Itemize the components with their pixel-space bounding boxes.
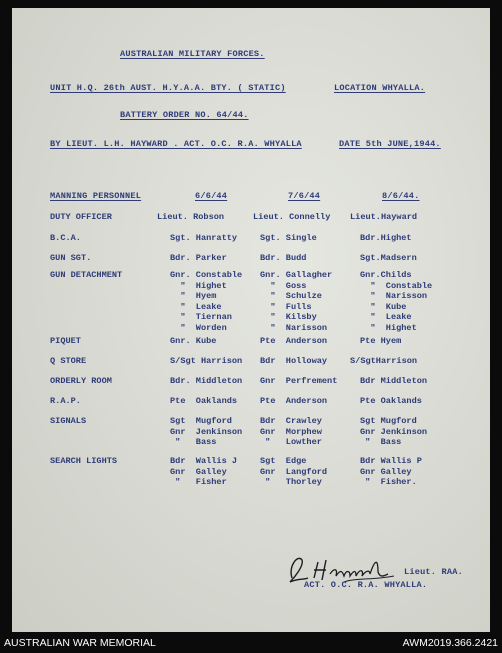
document-page: [12, 8, 490, 632]
duty-cell: Lieut.Hayward: [350, 212, 418, 222]
col-header-personnel: MANNING PERSONNEL: [50, 191, 142, 201]
issued-by-line: BY LIEUT. L.H. HAYWARD . ACT. O.C. R.A. WHYALLA: [50, 139, 302, 149]
duty-cell: Sgt Edge Gnr Langford " Thorley: [260, 456, 328, 487]
duty-label: Q STORE: [50, 356, 87, 366]
col-header-day1: 6/6/44: [195, 191, 228, 201]
signatory-title: ACT. O.C. R.A. WHYALLA.: [304, 580, 428, 590]
duty-cell: Gnr. Constable " Highet " Hyem " Leake " Tiernan " Worden: [170, 270, 243, 333]
duty-label: B.C.A.: [50, 233, 81, 243]
duty-cell: Bdr. Parker: [170, 253, 227, 263]
signatory-rank: Lieut. RAA.: [404, 567, 463, 577]
duty-cell: Bdr Middleton: [360, 376, 428, 386]
duty-cell: Bdr Holloway: [260, 356, 328, 366]
institution-label: AUSTRALIAN WAR MEMORIAL: [4, 637, 156, 649]
duty-cell: Sgt Mugford Gnr Jenkinson " Bass: [360, 416, 428, 447]
duty-cell: Pte Oaklands: [360, 396, 422, 406]
duty-cell: Sgt. Hanratty: [170, 233, 238, 243]
duty-label: PIQUET: [50, 336, 81, 346]
duty-cell: Sgt. Single: [260, 233, 317, 243]
duty-cell: Gnr.Childs " Constable " Narisson " Kube " Leake " Highet: [360, 270, 433, 333]
duty-cell: Sgt Mugford Gnr Jenkinson " Bass: [170, 416, 243, 447]
duty-label: GUN SGT.: [50, 253, 92, 263]
duty-label: SEARCH LIGHTS: [50, 456, 118, 466]
duty-label: R.A.P.: [50, 396, 81, 406]
duty-cell: S/Sgt Harrison: [170, 356, 243, 366]
document-title: AUSTRALIAN MILITARY FORCES.: [120, 49, 265, 59]
duty-label: SIGNALS: [50, 416, 87, 426]
duty-cell: Pte Anderson: [260, 336, 328, 346]
duty-cell: S/SgtHarrison: [350, 356, 418, 366]
duty-label: ORDERLY ROOM: [50, 376, 112, 386]
col-header-day3: 8/6/44.: [382, 191, 420, 201]
duty-cell: Gnr. Kube: [170, 336, 217, 346]
duty-cell: Bdr Crawley Gnr Morphew " Lowther: [260, 416, 322, 447]
duty-label: GUN DETACHMENT: [50, 270, 123, 280]
duty-cell: Bdr. Middleton: [170, 376, 243, 386]
battery-order-line: BATTERY ORDER NO. 64/44.: [120, 110, 249, 120]
duty-label: DUTY OFFICER: [50, 212, 112, 222]
duty-cell: Pte Anderson: [260, 396, 328, 406]
footer-bar: [0, 633, 502, 653]
duty-cell: Bdr Wallis J Gnr Galley " Fisher: [170, 456, 238, 487]
date-line: DATE 5th JUNE,1944.: [339, 139, 441, 149]
unit-line: UNIT H.Q. 26th AUST. H.Y.A.A. BTY. ( STATIC): [50, 83, 286, 93]
duty-cell: Lieut. Robson: [157, 212, 225, 222]
duty-cell: Bdr Wallis P Gnr Galley " Fisher.: [360, 456, 422, 487]
duty-cell: Lieut. Connelly: [253, 212, 331, 222]
col-header-day2: 7/6/44: [288, 191, 321, 201]
duty-cell: Pte Oaklands: [170, 396, 238, 406]
duty-cell: Bdr. Budd: [260, 253, 307, 263]
duty-cell: Gnr Perfrement: [260, 376, 338, 386]
duty-cell: Gnr. Gallagher " Goss " Schulze " Fulls " Kilsby " Narisson: [260, 270, 333, 333]
location-line: LOCATION WHYALLA.: [334, 83, 426, 93]
duty-cell: Pte Hyem: [360, 336, 402, 346]
duty-cell: Sgt.Madsern: [360, 253, 417, 263]
duty-cell: Bdr.Highet: [360, 233, 412, 243]
accession-number: AWM2019.366.2421: [402, 637, 498, 649]
